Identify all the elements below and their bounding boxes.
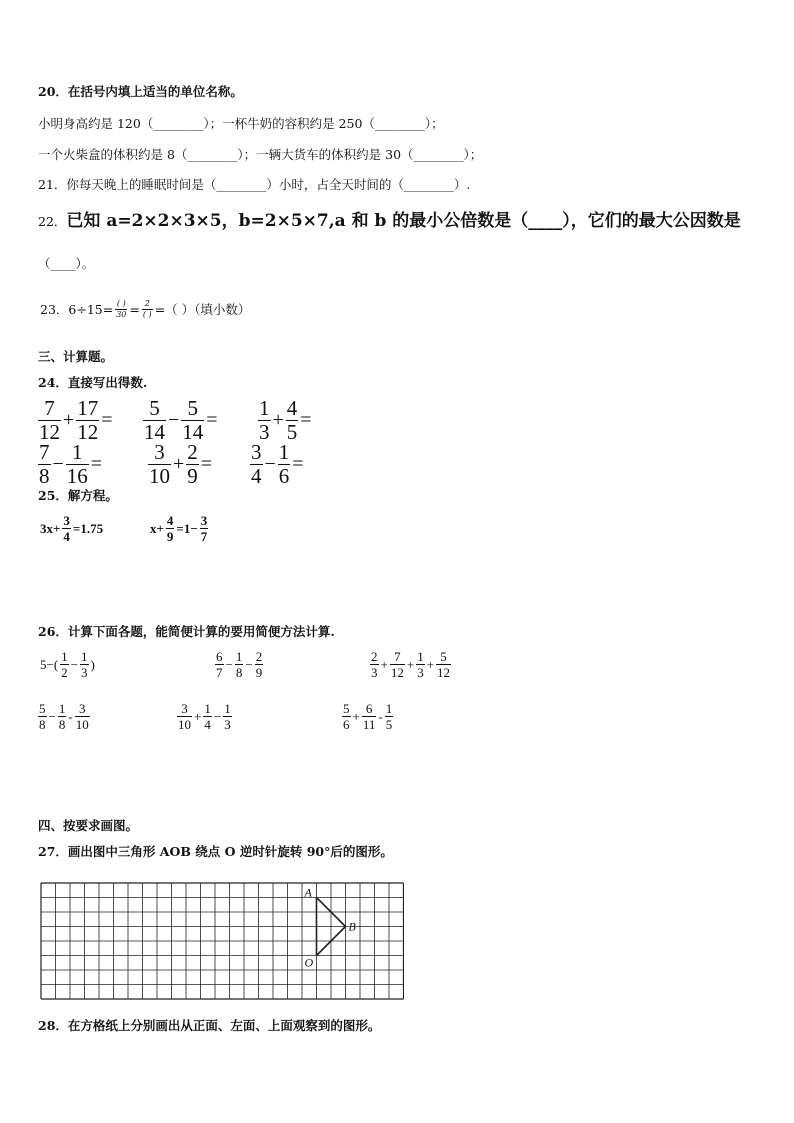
numerator: 3 [78,701,86,716]
denominator: 4 [251,464,262,488]
label-b: B [348,919,356,934]
q24-title: 24．直接写出得数. [38,375,148,390]
q26-fraction [60,650,69,679]
q24-fraction-a [38,398,61,443]
numerator: 1 [204,701,211,716]
denominator: 4 [204,717,211,732]
denominator: 5 [286,420,298,444]
denominator: 10 [75,717,89,732]
numerator: 1 [385,701,393,716]
q24-operator: + [173,453,185,475]
q26-expression [370,650,451,679]
q26-operator: - [378,708,383,724]
denominator: 12 [390,665,404,680]
denominator: 8 [39,717,46,732]
q23-fraction-1 [115,300,127,319]
q26-operator: - [68,708,73,724]
q20-line2: 一个火柴盒的体积约是 8（________）；一辆大货车的体积约是 30（________）； [38,147,483,162]
q26-fraction [436,650,451,679]
section3-title: 三、计算题。 [38,349,114,364]
denominator: 16 [66,464,88,488]
numerator: 1 [58,701,66,716]
q24-fraction-a [38,442,51,487]
q22-line1 [38,210,741,232]
denominator: 8 [58,717,66,732]
q24-item [143,398,220,443]
q24-fraction-a [250,442,263,487]
q27-grid-svg [40,882,404,1000]
denominator: 9 [255,665,263,680]
q23-f1-denominator: 30 [116,310,127,319]
q22-continuation: （____）。 [38,256,95,271]
q25-eq2-fraction-1 [166,514,175,543]
numerator: 1 [72,440,83,464]
denominator: 3 [259,420,270,444]
q20-line1: 小明身高约是 120（________）；一杯牛奶的容积约是 250（________）； [38,116,444,131]
numerator: 5 [187,396,199,420]
q26-expression [177,702,232,731]
q24-item [250,442,306,487]
numerator: 6 [216,649,223,664]
q24-fraction-b [76,398,99,443]
q22-text: 已知 a=2×2×3×5，b=2×5×7,a 和 b 的最小公倍数是（____），它们的最大公因数是 [66,211,741,231]
label-o: O [304,955,314,970]
q26-fraction [362,702,377,731]
q26-operator: − [213,708,222,724]
q24-operator: − [52,453,64,475]
q26-fraction [385,702,394,731]
q24-operator: − [264,453,276,475]
denominator: 14 [182,420,204,444]
q24-operator: + [63,409,75,431]
q24-fraction-a [258,398,271,443]
q24-fraction-b [66,442,89,487]
denominator: 3 [81,665,88,680]
q24-fraction-b [278,442,291,487]
denominator: 10 [149,464,170,488]
q23-f1-numerator: ( ) [116,299,126,308]
denominator: 5 [385,717,393,732]
numerator: 6 [365,701,373,716]
denominator: 12 [437,665,451,680]
q24-equals: = [300,409,312,431]
q25-eq2-fraction-2 [200,514,209,543]
q26-fraction [203,702,212,731]
numerator: 1 [235,649,243,664]
denominator: 8 [39,464,50,488]
q24-item [38,398,115,443]
numerator: 3 [63,513,70,528]
q23-eq2: =（ ）（填小数） [154,301,251,317]
q23-eq1: = [129,301,140,317]
numerator: 4 [286,396,298,420]
denominator: 3 [417,665,424,680]
numerator: 3 [181,701,188,716]
q28-title: 28．在方格纸上分别画出从正面、左面、上面观察到的图形。 [38,1018,381,1033]
denominator: 2 [61,665,68,680]
q21-text: 21．你每天晚上的睡眠时间是（________）小时，占全天时间的（________）. [38,177,471,192]
q24-item [38,442,104,487]
numerator: 4 [166,513,174,528]
q26-operator: + [426,656,435,672]
denominator: 4 [63,529,70,544]
q27-title: 27．画出图中三角形 AOB 绕点 O 逆时针旋转 90°后的图形。 [38,844,393,859]
q24-fraction-b [181,398,204,443]
denominator: 6 [278,464,290,488]
q23-f2-denominator: ( ) [142,310,152,319]
q24-equals: = [90,453,103,475]
numerator: 5 [343,701,350,716]
numerator: 1 [61,649,68,664]
denominator: 3 [371,665,378,680]
numerator: 5 [440,649,447,664]
q26-expression [38,650,97,679]
numerator: 2 [255,649,263,664]
numerator: 3 [154,440,165,464]
q26-operator: − [245,656,253,672]
denominator: 11 [362,717,376,732]
q26-fraction [38,702,47,731]
q26-fraction [177,702,192,731]
q26-fraction [416,650,425,679]
denominator: 9 [187,464,198,488]
denominator: 8 [235,665,243,680]
numerator: 5 [149,396,160,420]
q24-equals: = [200,453,213,475]
q24-equals: = [206,409,218,431]
q26-fraction [342,702,351,731]
q26-operator: + [380,656,388,672]
q26-operator: − [70,656,79,672]
q22-number: 22． [38,214,67,229]
q24-item [258,398,314,443]
numerator: 5 [39,701,46,716]
q26-operator: − [48,708,56,724]
denominator: 12 [77,420,99,444]
numerator: 2 [187,440,198,464]
numerator: 3 [251,440,262,464]
q26-suffix: ) [90,656,95,672]
q26-fraction [75,702,90,731]
q26-fraction [235,650,244,679]
q26-fraction [215,650,224,679]
q26-prefix: 5−( [40,656,59,672]
q26-operator: + [406,656,415,672]
q26-expression [38,702,90,731]
q25-eq2-prefix: x+ [150,520,164,536]
numerator: 3 [200,513,208,528]
q24-fraction-a [143,398,166,443]
denominator: 7 [200,529,208,544]
q25-equation-1 [38,514,105,543]
q24-equals: = [101,409,113,431]
q25-equation-2 [148,514,208,543]
q26-fraction [255,650,264,679]
numerator: 17 [77,396,99,420]
q24-item [148,442,214,487]
q24-operator: + [272,409,284,431]
q20-title: 20．在括号内填上适当的单位名称。 [38,84,243,99]
q25-eq1-prefix: 3x+ [40,520,61,536]
q24-fraction-b [186,442,199,487]
q27-grid [40,882,404,1004]
q25-title: 25．解方程。 [38,488,118,503]
denominator: 9 [166,529,174,544]
denominator: 7 [216,665,223,680]
q26-title: 26．计算下面各题，能简便计算的要用简便方法计算. [38,624,335,639]
q26-fraction [223,702,232,731]
numerator: 1 [417,649,424,664]
numerator: 7 [39,440,50,464]
q26-fraction [390,650,405,679]
numerator: 1 [259,396,270,420]
denominator: 3 [224,717,231,732]
q24-fraction-a [148,442,171,487]
section4-title: 四、按要求画图。 [38,818,139,833]
q23-fraction-2 [142,300,153,319]
label-a: A [304,885,312,900]
numerator: 1 [224,701,231,716]
q25-eq1-fraction [62,514,71,543]
numerator: 7 [44,396,55,420]
q24-operator: − [168,409,180,431]
numerator: 1 [278,440,290,464]
q26-fraction [58,702,67,731]
q23-lead: 23．6÷15= [40,301,114,317]
q23-line [38,300,252,319]
q25-eq2-middle: =1− [176,520,198,536]
q26-fraction [370,650,379,679]
q26-fraction [80,650,89,679]
numerator: 1 [81,649,88,664]
denominator: 10 [178,717,191,732]
q25-eq1-suffix: =1.75 [72,520,104,536]
q26-expression [215,650,263,679]
numerator: 7 [394,649,401,664]
q26-operator: − [225,656,233,672]
q24-fraction-b [286,398,299,443]
denominator: 6 [343,717,350,732]
numerator: 2 [371,649,378,664]
denominator: 12 [39,420,60,444]
q26-operator: + [352,708,360,724]
denominator: 14 [144,420,165,444]
q23-f2-numerator: 2 [144,299,150,308]
q26-expression [342,702,393,731]
q26-operator: + [194,708,202,724]
q24-equals: = [292,453,304,475]
